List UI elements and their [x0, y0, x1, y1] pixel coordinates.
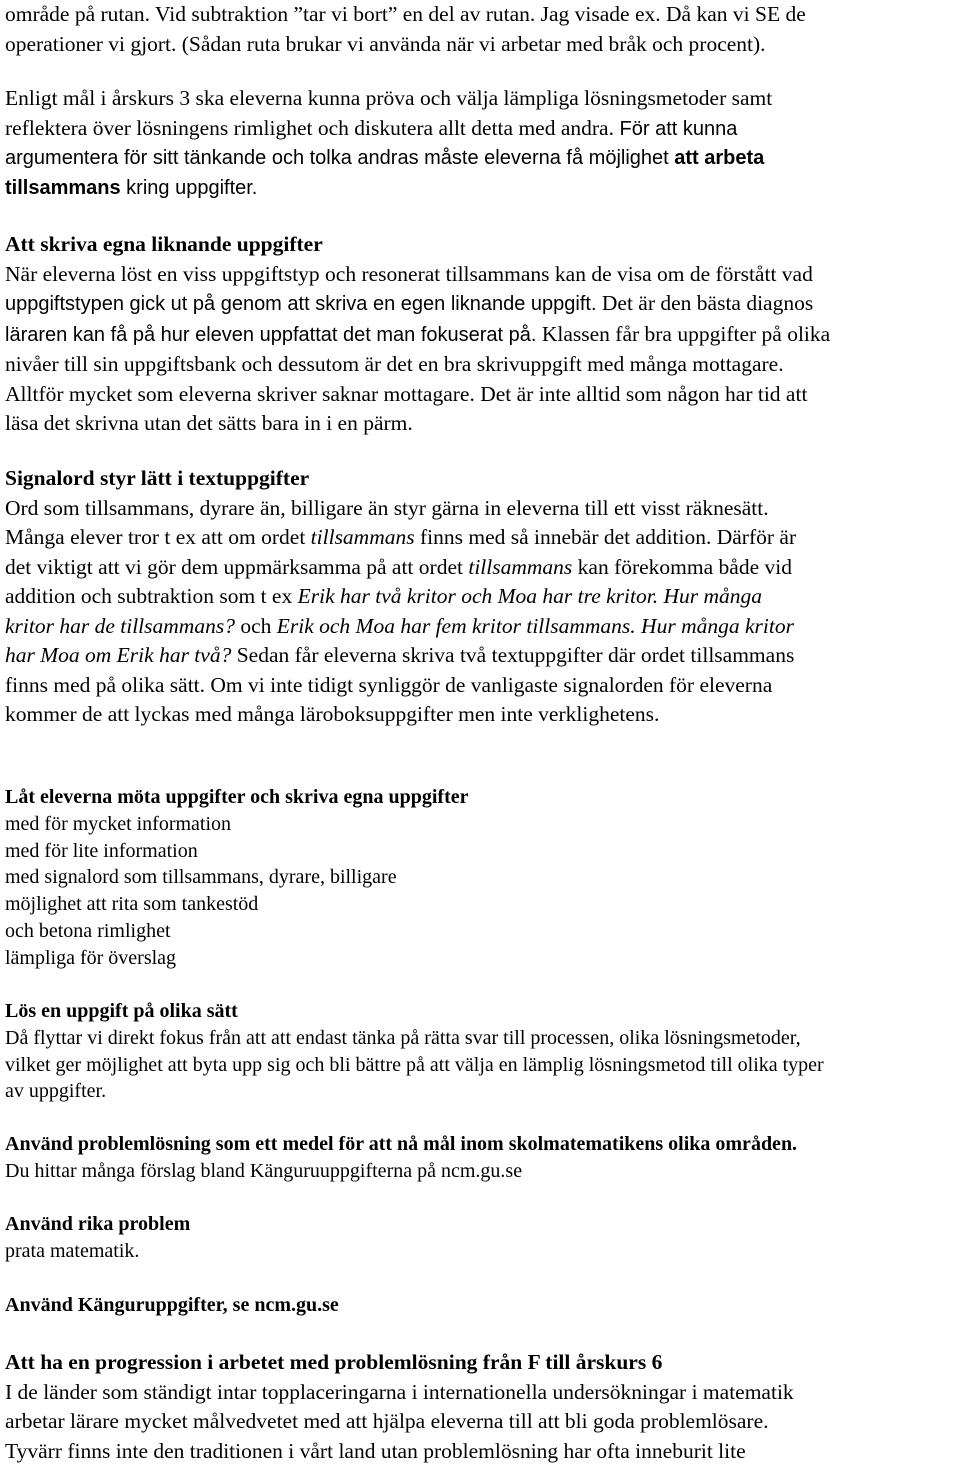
list-item: med för lite information: [5, 838, 956, 865]
section-write-own-tasks: [5, 230, 956, 439]
text-line: I de länder som ständigt intar topplaceringarna i internationella undersökningar i matematik: [5, 1378, 956, 1408]
text-line: Många elever tror t ex att om ordet tillsammans finns med så innebär det addition. Därför är: [5, 523, 956, 553]
section-progression: [5, 1348, 956, 1466]
section-heading: Signalord styr lätt i textuppgifter: [5, 464, 956, 494]
text-line: läraren kan få på hur eleven uppfattat det man fokuserat på. Klassen får bra uppgifter på olika: [5, 320, 956, 351]
text-line: arbetar lärare mycket målvedvetet med att hjälpa eleverna till att bli goda problemlösare.: [5, 1407, 956, 1437]
text-line: kommer de att lyckas med många läroboksuppgifter men inte verklighetens.: [5, 700, 956, 730]
text-line: vilket ger möjlighet att byta upp sig och bli bättre på att välja en lämplig lösningsmetod till olika typer: [5, 1052, 956, 1079]
section-problem-solving: [5, 1131, 956, 1185]
text-line: kritor har de tillsammans? och Erik och Moa har fem kritor tillsammans. Hur många kritor: [5, 612, 956, 642]
list-item: lämpliga för överslag: [5, 945, 956, 972]
text-line: det viktigt att vi gör dem uppmärksamma på att ordet tillsammans kan förekomma både vid: [5, 553, 956, 583]
text-line: prata matematik.: [5, 1238, 956, 1265]
section-heading: Lös en uppgift på olika sätt: [5, 998, 956, 1025]
text-line: argumentera för sitt tänkande och tolka andras måste eleverna få möjlighet att arbeta: [5, 144, 956, 174]
text-line: har Moa om Erik har två? Sedan får eleverna skriva två textuppgifter där ordet tillsammans: [5, 641, 956, 671]
text-line: nivåer till sin uppgiftsbank och dessutom är det en bra skrivuppgift med många mottagare.: [5, 350, 956, 380]
section-heading: Att ha en progression i arbetet med problemlösning från F till årskurs 6: [5, 1348, 956, 1378]
text-line: av uppgifter.: [5, 1078, 956, 1105]
section-heading: Att skriva egna liknande uppgifter: [5, 230, 956, 260]
text-line: finns med på olika sätt. Om vi inte tidigt synliggör de vanligaste signalorden för eleverna: [5, 671, 956, 701]
section-meet-tasks: [5, 784, 956, 972]
text-line: område på rutan. Vid subtraktion ”tar vi bort” en del av rutan. Jag visade ex. Då kan vi SE de: [5, 0, 956, 30]
section-heading: Använd Känguruppgifter, se ncm.gu.se: [5, 1292, 956, 1319]
text-line: addition och subtraktion som t ex Erik har två kritor och Moa har tre kritor. Hur många: [5, 582, 956, 612]
text-line: Ord som tillsammans, dyrare än, billigare än styr gärna in eleverna till ett visst räknesätt.: [5, 494, 956, 524]
text-line: tillsammans kring uppgifter.: [5, 174, 956, 204]
list-item: och betona rimlighet: [5, 918, 956, 945]
text-line: Du hittar många förslag bland Känguruuppgifterna på ncm.gu.se: [5, 1158, 956, 1185]
text-line: När eleverna löst en viss uppgiftstyp och resonerat tillsammans kan de visa om de förstått vad: [5, 260, 956, 290]
list-item: med för mycket information: [5, 811, 956, 838]
list-item: möjlighet att rita som tankestöd: [5, 891, 956, 918]
text-line: reflektera över lösningens rimlighet och diskutera allt detta med andra. För att kunna: [5, 114, 956, 145]
section-rich-problems: [5, 1211, 956, 1265]
section-kangaroo: [5, 1292, 956, 1319]
list-item: med signalord som tillsammans, dyrare, billigare: [5, 864, 956, 891]
paragraph-intro: [5, 0, 956, 59]
section-signal-words: [5, 464, 956, 730]
section-heading: Använd problemlösning som ett medel för att nå mål inom skolmatematikens olika områden.: [5, 1131, 956, 1158]
text-line: operationer vi gjort. (Sådan ruta brukar vi använda när vi arbetar med bråk och procent).: [5, 30, 956, 60]
section-heading: Använd rika problem: [5, 1211, 956, 1238]
text-line: Då flyttar vi direkt fokus från att att endast tänka på rätta svar till processen, olika lösningsmetoder,: [5, 1025, 956, 1052]
paragraph-goals: [5, 84, 956, 203]
section-heading: Låt eleverna möta uppgifter och skriva egna uppgifter: [5, 784, 956, 811]
text-line: Alltför mycket som eleverna skriver saknar mottagare. Det är inte alltid som någon har tid att: [5, 380, 956, 410]
text-line: läsa det skrivna utan det sätts bara in i en pärm.: [5, 409, 956, 439]
text-line: uppgiftstypen gick ut på genom att skriva en egen liknande uppgift. Det är den bästa diagnos: [5, 289, 956, 320]
text-line: Tyvärr finns inte den traditionen i vårt land utan problemlösning har ofta inneburit lite: [5, 1437, 956, 1466]
section-solve-different-ways: [5, 998, 956, 1105]
text-line: Enligt mål i årskurs 3 ska eleverna kunna pröva och välja lämpliga lösningsmetoder samt: [5, 84, 956, 114]
